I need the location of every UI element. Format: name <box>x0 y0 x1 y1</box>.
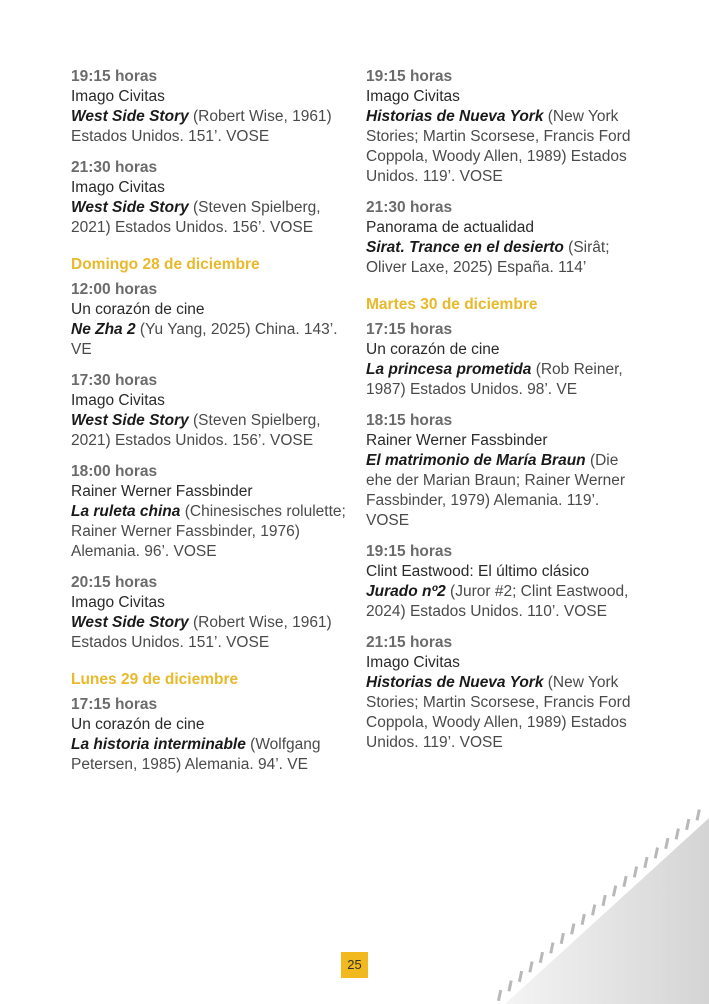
screening-entry <box>71 371 347 451</box>
schedule-column-right <box>366 67 646 764</box>
program-cycle: Rainer Werner Fassbinder <box>366 432 548 449</box>
film-details: (Yu Yang, 2025) China. 143’. VE <box>71 321 338 358</box>
film-perforation <box>539 952 544 963</box>
screening-time: 17:15 horas <box>71 696 158 713</box>
screening-entry <box>71 280 347 360</box>
film-details: (Chinesisches rolulette; Rainer Werner Fassbinder, 1976) Alemania. 96’. VOSE <box>71 503 346 560</box>
film-info <box>366 360 646 400</box>
program-cycle: Clint Eastwood: El último clásico <box>366 563 590 580</box>
screening-time: 21:30 horas <box>71 159 158 176</box>
film-details: (New York Stories; Martin Scorsese, Francis Ford Coppola, Woody Allen, 1989) Estados Unidos. 119’. VOSE <box>366 674 631 751</box>
screening-entry <box>366 633 646 753</box>
film-perforation <box>654 847 659 858</box>
film-title: La ruleta china <box>71 503 181 520</box>
program-cycle: Panorama de actualidad <box>366 219 535 236</box>
film-info <box>71 735 347 775</box>
film-info <box>366 582 646 622</box>
film-perforation <box>602 895 607 906</box>
program-cycle: Un corazón de cine <box>366 341 500 358</box>
screening-time: 21:30 horas <box>366 199 453 216</box>
film-details: (Rob Reiner, 1987) Estados Unidos. 98’. VE <box>366 361 623 398</box>
film-perforation <box>622 876 627 887</box>
film-details: (Sirât; Oliver Laxe, 2025) España. 114’ <box>366 239 610 276</box>
screening-time: 17:30 horas <box>71 372 158 389</box>
film-title: West Side Story <box>71 614 189 631</box>
film-perforation <box>612 885 617 896</box>
film-title: Historias de Nueva York <box>366 108 544 125</box>
film-info <box>71 320 347 360</box>
screening-entry <box>71 158 347 238</box>
program-cycle: Imago Civitas <box>366 88 460 105</box>
film-info <box>366 238 646 278</box>
film-details: (Steven Spielberg, 2021) Estados Unidos. 156’. VOSE <box>71 412 321 449</box>
film-info <box>366 673 646 753</box>
film-details: (Robert Wise, 1961) Estados Unidos. 151’. VOSE <box>71 108 332 145</box>
film-details: (Die ehe der Marian Braun; Rainer Werner Fassbinder, 1979) Alemania. 119’. VOSE <box>366 452 626 529</box>
film-perforation <box>497 990 502 1001</box>
film-title: West Side Story <box>71 412 189 429</box>
screening-time: 20:15 horas <box>71 574 158 591</box>
film-info <box>71 613 347 653</box>
program-cycle: Rainer Werner Fassbinder <box>71 483 253 500</box>
screening-time: 19:15 horas <box>366 543 453 560</box>
film-info <box>366 451 646 531</box>
screening-entry <box>71 67 347 147</box>
screening-entry <box>71 695 347 775</box>
film-info <box>71 502 347 562</box>
film-title: Jurado nº2 <box>366 583 446 600</box>
film-perforation <box>685 819 690 830</box>
film-title: El matrimonio de María Braun <box>366 452 586 469</box>
film-perforation <box>581 914 586 925</box>
film-details: (New York Stories; Martin Scorsese, Francis Ford Coppola, Woody Allen, 1989) Estados Unidos. 119’. VOSE <box>366 108 631 185</box>
program-cycle: Imago Civitas <box>71 88 165 105</box>
screening-time: 12:00 horas <box>71 281 158 298</box>
screening-entry <box>366 198 646 278</box>
screening-entry <box>366 542 646 622</box>
screening-time: 19:15 horas <box>71 68 158 85</box>
film-perforation <box>528 961 533 972</box>
program-cycle: Imago Civitas <box>71 594 165 611</box>
film-title: Ne Zha 2 <box>71 321 136 338</box>
film-details: (Robert Wise, 1961) Estados Unidos. 151’. VOSE <box>71 614 332 651</box>
program-cycle: Imago Civitas <box>366 654 460 671</box>
screening-time: 19:15 horas <box>366 68 453 85</box>
film-title: La historia interminable <box>71 736 246 753</box>
screening-entry <box>366 320 646 400</box>
film-title: La princesa prometida <box>366 361 532 378</box>
film-title: West Side Story <box>71 199 189 216</box>
screening-time: 21:15 horas <box>366 634 453 651</box>
film-title: Sirat. Trance en el desierto <box>366 239 564 256</box>
screening-time: 18:15 horas <box>366 412 453 429</box>
film-perforation <box>570 923 575 934</box>
film-perforation <box>591 904 596 915</box>
film-details: (Steven Spielberg, 2021) Estados Unidos. 156’. VOSE <box>71 199 321 236</box>
program-cycle: Un corazón de cine <box>71 301 205 318</box>
program-cycle: Un corazón de cine <box>71 716 205 733</box>
film-info <box>366 107 646 187</box>
film-info <box>71 411 347 451</box>
day-heading: Domingo 28 de diciembre <box>71 256 260 273</box>
film-perforation <box>696 809 701 820</box>
film-details: (Juror #2; Clint Eastwood, 2024) Estados Unidos. 110’. VOSE <box>366 583 629 620</box>
day-heading: Lunes 29 de diciembre <box>71 671 239 688</box>
film-info <box>71 198 347 238</box>
schedule-column-left <box>71 67 347 786</box>
screening-entry <box>366 67 646 187</box>
film-perforation <box>664 838 669 849</box>
film-perforation <box>643 857 648 868</box>
film-title: West Side Story <box>71 108 189 125</box>
screening-time: 18:00 horas <box>71 463 158 480</box>
program-cycle: Imago Civitas <box>71 179 165 196</box>
screening-entry <box>71 573 347 653</box>
page-number: 25 <box>341 952 368 978</box>
film-perforation <box>633 866 638 877</box>
day-heading: Martes 30 de diciembre <box>366 296 538 313</box>
film-perforation <box>518 971 523 982</box>
film-title: Historias de Nueva York <box>366 674 544 691</box>
film-info <box>71 107 347 147</box>
film-perforation <box>507 980 512 991</box>
screening-entry <box>71 462 347 562</box>
program-cycle: Imago Civitas <box>71 392 165 409</box>
film-perforation <box>560 933 565 944</box>
screening-time: 17:15 horas <box>366 321 453 338</box>
film-perforation <box>549 942 554 953</box>
screening-entry <box>366 411 646 531</box>
film-details: (Wolfgang Petersen, 1985) Alemania. 94’. VE <box>71 736 321 773</box>
film-perforation <box>675 828 680 839</box>
